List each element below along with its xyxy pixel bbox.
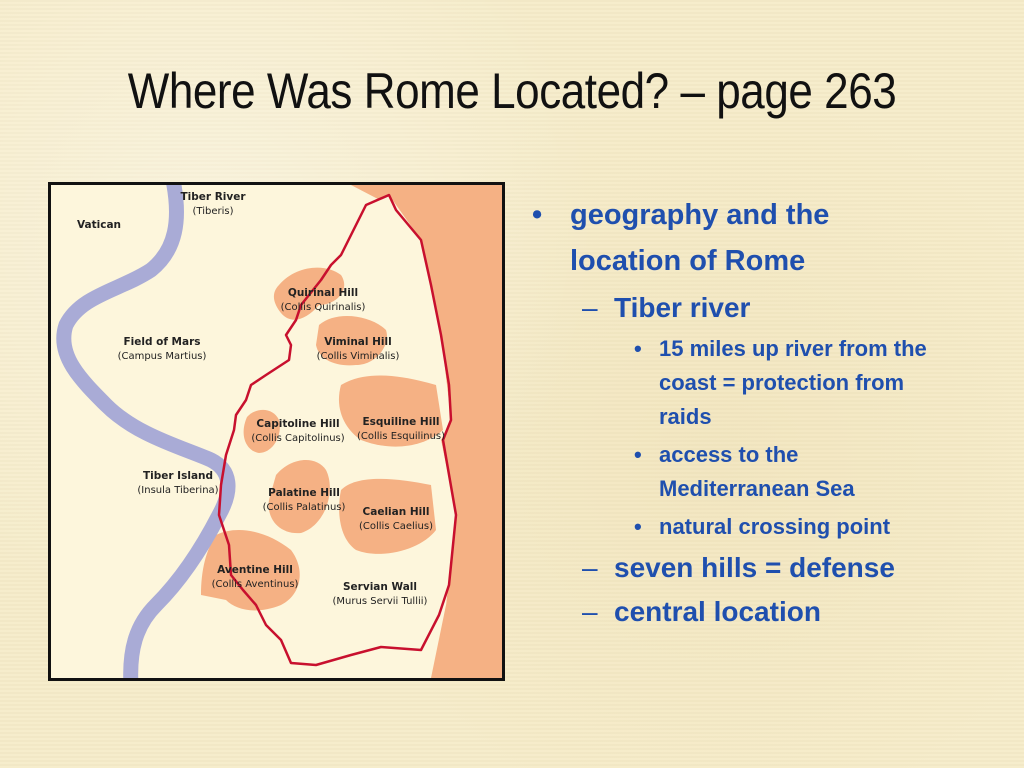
subbullet-seven-hills-text: seven hills = defense bbox=[614, 552, 895, 583]
rome-map bbox=[48, 182, 505, 681]
bullet-marker: • bbox=[634, 336, 642, 361]
svg-text:(Murus Servii Tullii): (Murus Servii Tullii) bbox=[332, 596, 428, 607]
svg-text:Quirinal Hill: Quirinal Hill bbox=[287, 287, 359, 299]
slide-title: Where Was Rome Located? – page 263 bbox=[127, 63, 897, 119]
svg-text:Esquiline Hill: Esquiline Hill bbox=[362, 416, 440, 428]
svg-text:Viminal Hill: Viminal Hill bbox=[324, 336, 392, 348]
point-sea-access bbox=[530, 438, 1000, 506]
svg-text:Servian Wall: Servian Wall bbox=[342, 581, 418, 593]
svg-text:Tiber Island: Tiber Island bbox=[142, 470, 214, 482]
point-crossing-text: natural crossing point bbox=[659, 514, 891, 539]
subbullet-tiber-text: Tiber river bbox=[614, 292, 751, 323]
dash-marker: – bbox=[582, 596, 598, 627]
svg-text:(Tiberis): (Tiberis) bbox=[192, 206, 234, 217]
svg-text:(Collis Esquilinus): (Collis Esquilinus) bbox=[356, 431, 446, 442]
point-sea-access-line2: Mediterranean Sea bbox=[659, 476, 855, 501]
rome-map-svg bbox=[51, 185, 502, 678]
dash-marker: – bbox=[582, 552, 598, 583]
point-upriver-line2: coast = protection from bbox=[659, 370, 905, 395]
svg-text:Vatican: Vatican bbox=[76, 219, 122, 231]
label-vatican bbox=[77, 219, 121, 231]
dash-marker: – bbox=[582, 292, 598, 323]
svg-text:Capitoline Hill: Capitoline Hill bbox=[256, 418, 340, 430]
svg-text:(Collis Aventinus): (Collis Aventinus) bbox=[211, 579, 299, 590]
bullet-list bbox=[530, 192, 1000, 632]
svg-text:(Collis Capitolinus): (Collis Capitolinus) bbox=[251, 433, 345, 444]
subbullet-central-text: central location bbox=[614, 596, 821, 627]
point-upriver bbox=[530, 332, 1000, 434]
subbullet-central-location bbox=[530, 592, 1000, 632]
svg-text:Caelian Hill: Caelian Hill bbox=[362, 506, 430, 518]
subbullet-tiber-river bbox=[530, 288, 1000, 328]
svg-text:(Collis Caelius): (Collis Caelius) bbox=[359, 521, 433, 532]
bullet-marker: • bbox=[634, 514, 642, 539]
svg-text:Palatine Hill: Palatine Hill bbox=[268, 487, 340, 499]
bullet-marker: • bbox=[634, 442, 642, 467]
bullet-geography-line2: location of Rome bbox=[570, 245, 806, 277]
point-crossing bbox=[530, 510, 1000, 544]
bullet-marker: • bbox=[532, 199, 543, 231]
svg-text:(Collis Palatinus): (Collis Palatinus) bbox=[262, 502, 346, 513]
svg-text:(Campus Martius): (Campus Martius) bbox=[117, 351, 207, 362]
point-upriver-line3: raids bbox=[659, 404, 712, 429]
svg-text:Field of Mars: Field of Mars bbox=[123, 336, 201, 348]
point-upriver-line1: 15 miles up river from the bbox=[659, 336, 927, 361]
point-sea-access-line1: access to the bbox=[659, 442, 799, 467]
svg-text:Aventine Hill: Aventine Hill bbox=[217, 564, 293, 576]
subbullet-seven-hills bbox=[530, 548, 1000, 588]
svg-text:(Insula Tiberina): (Insula Tiberina) bbox=[137, 485, 219, 496]
bullet-geography-line1: geography and the bbox=[570, 199, 830, 231]
svg-text:(Collis Quirinalis): (Collis Quirinalis) bbox=[280, 302, 366, 313]
svg-text:(Collis Viminalis): (Collis Viminalis) bbox=[316, 351, 400, 362]
svg-text:Tiber River: Tiber River bbox=[180, 191, 246, 203]
bullet-geography bbox=[530, 192, 1000, 284]
